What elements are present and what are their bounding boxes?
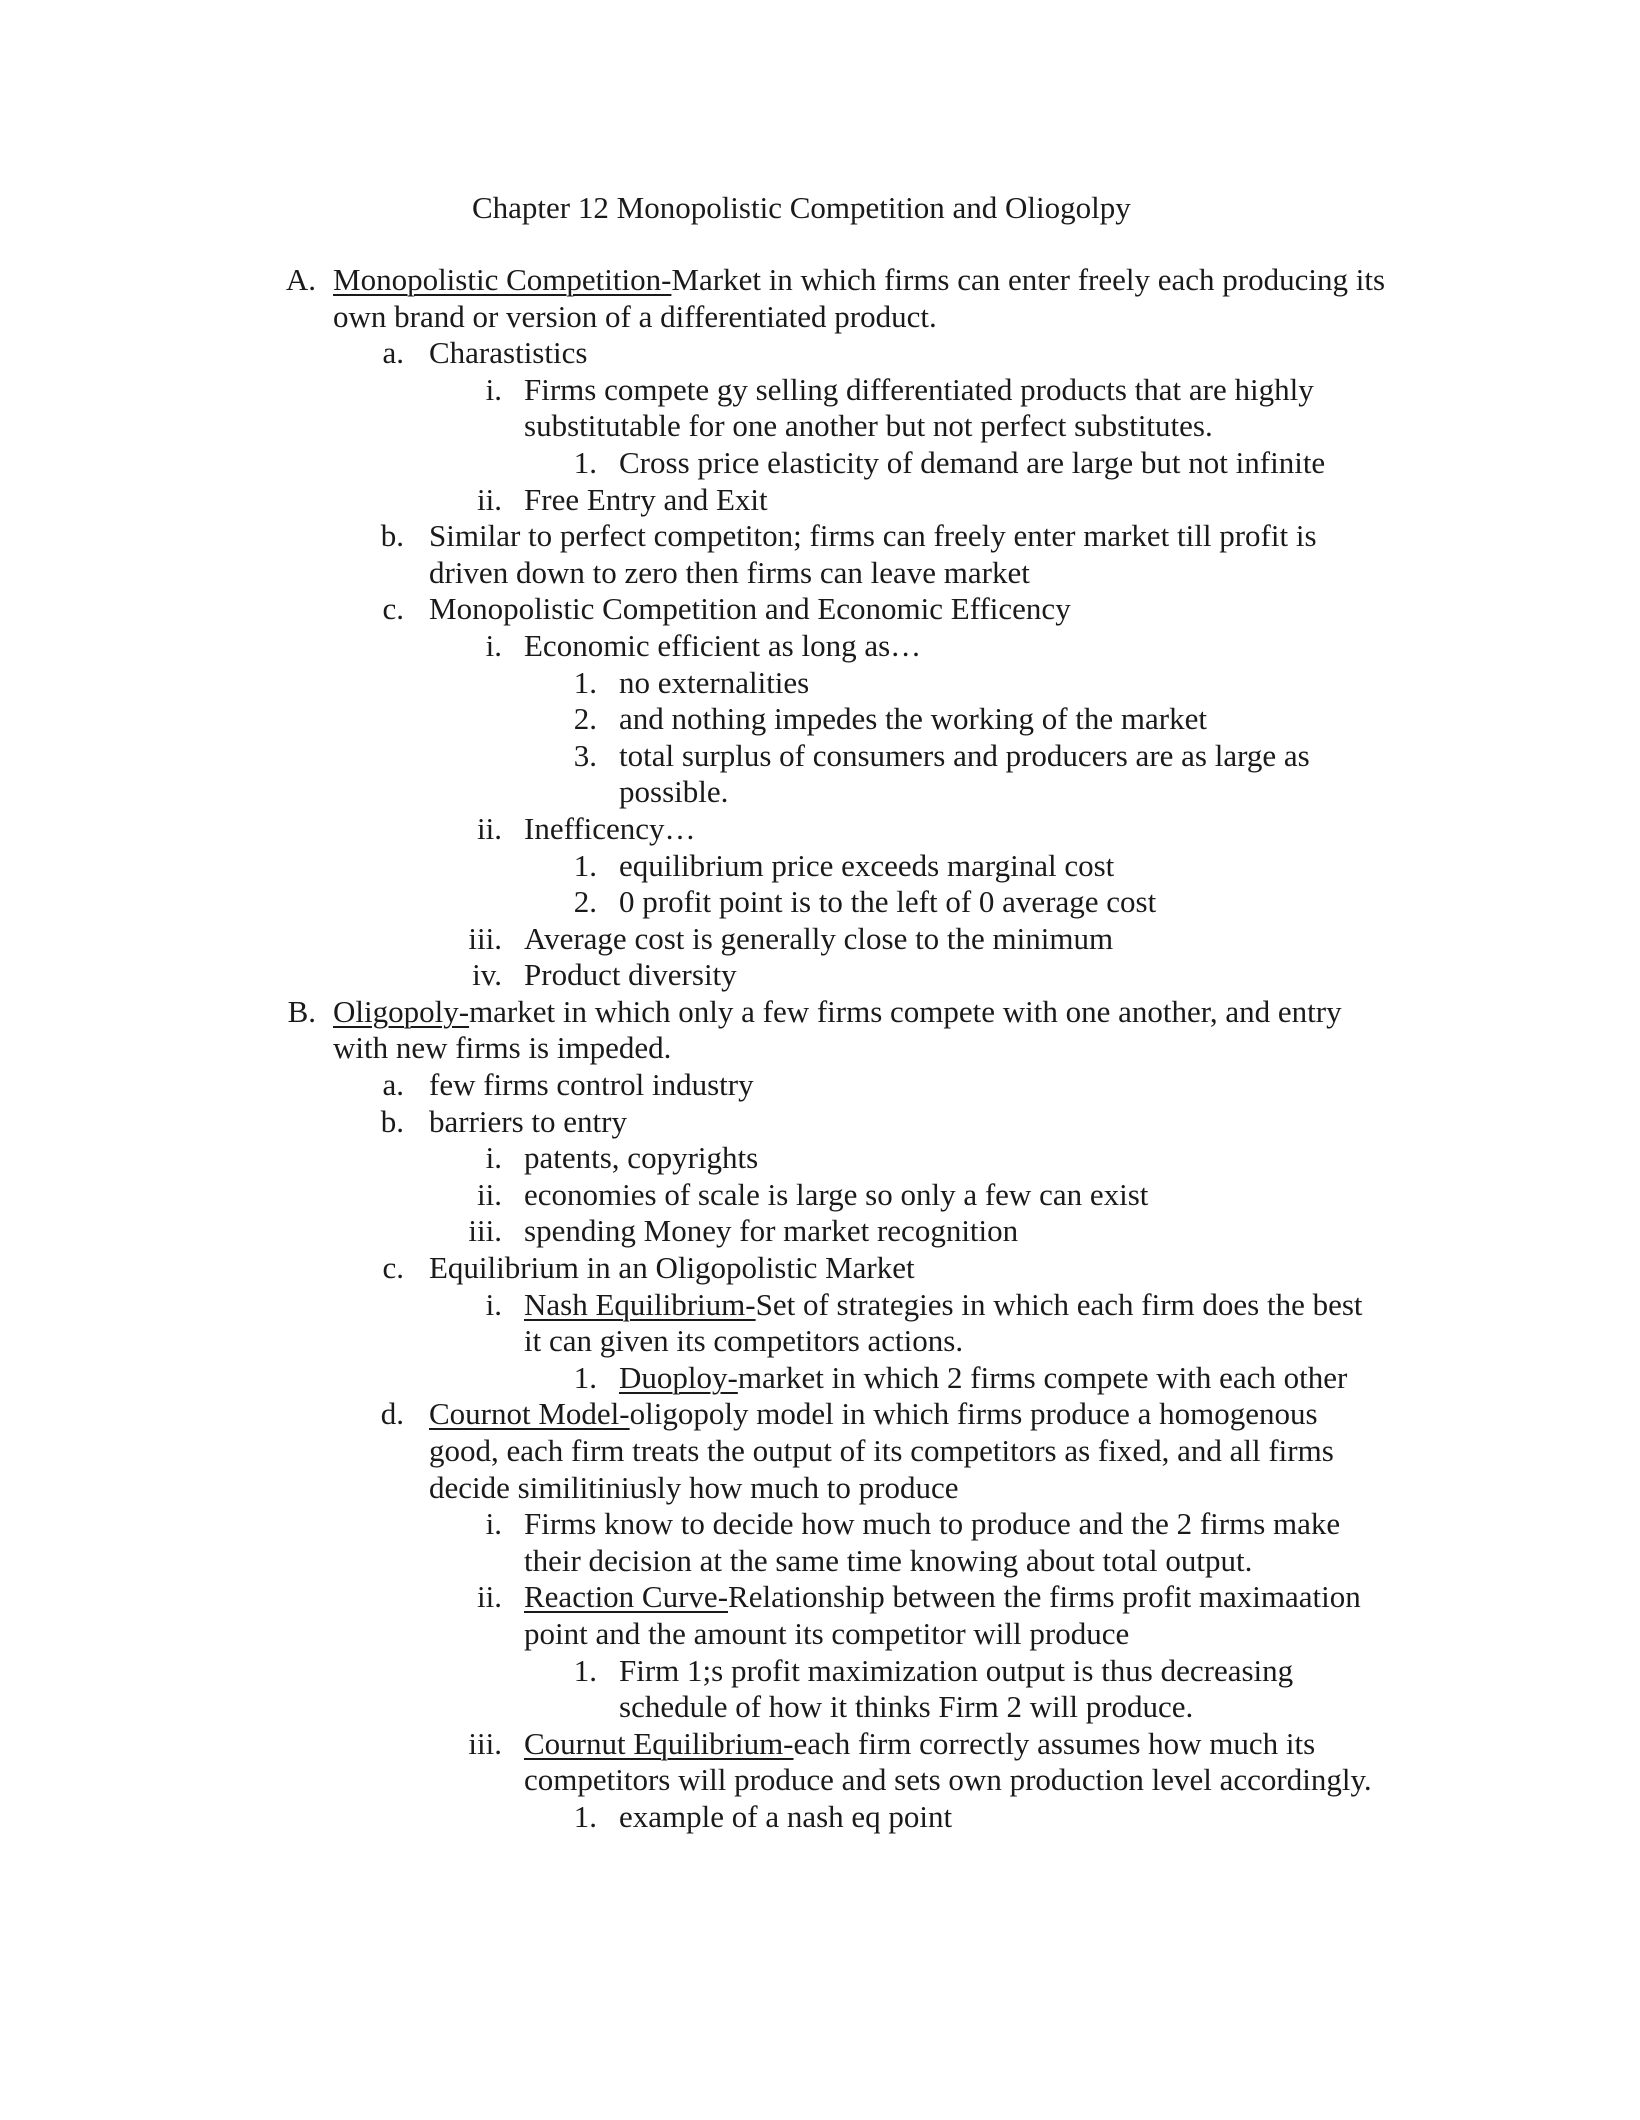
outline-marker: iii. [468, 1725, 502, 1761]
item-description: Economic efficient as long as… [524, 627, 922, 663]
item-description: Inefficency… [524, 810, 696, 846]
item-description: Average cost is generally close to the minimum [524, 920, 1114, 956]
outline-marker: 1. [573, 1798, 597, 1834]
outline-list [0, 262, 1640, 1836]
item-description: market in which 2 firms compete with each other [737, 1359, 1348, 1395]
outline-text [524, 921, 1384, 958]
outline-item [0, 1396, 1640, 1506]
outline-text [619, 1653, 1399, 1726]
defined-term: Duoploy- [619, 1359, 738, 1395]
outline-text [619, 1799, 1399, 1836]
item-description: patents, copyrights [524, 1140, 759, 1176]
outline-marker: ii. [477, 1579, 502, 1615]
outline-marker: i. [485, 371, 502, 407]
outline-text [524, 811, 1384, 848]
outline-item [0, 701, 1640, 738]
outline-item [0, 1506, 1640, 1579]
item-description: Similar to perfect competiton; firms can freely enter market till profit is driven down to zero then firms can leave market [429, 518, 1317, 590]
outline-item [0, 372, 1640, 445]
outline-marker: c. [382, 1250, 404, 1286]
outline-marker: 3. [573, 737, 597, 773]
outline-item [0, 1140, 1640, 1177]
item-description: equilibrium price exceeds marginal cost [619, 847, 1115, 883]
outline-marker: iii. [468, 1213, 502, 1249]
outline-text [524, 1177, 1384, 1214]
defined-term: Cournut Equilibrium- [524, 1725, 794, 1761]
outline-text [524, 372, 1384, 445]
item-description: Set of strategies in which each firm does the best it can given its competitors actions. [524, 1286, 1363, 1359]
outline-text [524, 957, 1384, 994]
outline-marker: a. [382, 335, 404, 371]
outline-item [0, 1726, 1640, 1799]
outline-item [0, 1177, 1640, 1214]
outline-text [524, 628, 1384, 665]
outline-marker: 1. [573, 664, 597, 700]
outline-marker: iii. [468, 920, 502, 956]
outline-item [0, 994, 1640, 1067]
item-description: market in which only a few firms compete with one another, and entry with new firms is impeded. [333, 993, 1342, 1066]
outline-text [333, 994, 1393, 1067]
defined-term: Monopolistic Competition- [333, 262, 672, 297]
outline-text [333, 262, 1393, 335]
outline-marker: i. [485, 1140, 502, 1176]
outline-marker: i. [485, 1286, 502, 1322]
outline-item [0, 1653, 1640, 1726]
outline-item [0, 921, 1640, 958]
outline-item [0, 957, 1640, 994]
outline-text [429, 1250, 1389, 1287]
outline-item [0, 848, 1640, 885]
outline-text [429, 518, 1389, 591]
item-description: Relationship between the firms profit maximaation point and the amount its competitor will produce [524, 1579, 1361, 1651]
item-description: each firm correctly assumes how much its competitors will produce and sets own production level accordingly. [524, 1725, 1372, 1798]
outline-text [429, 1104, 1389, 1141]
outline-text [524, 1726, 1384, 1799]
item-description: spending Money for market recognition [524, 1213, 1019, 1249]
outline-text [524, 482, 1384, 519]
outline-text [429, 1067, 1389, 1104]
item-description: total surplus of consumers and producers are as large as possible. [619, 737, 1310, 810]
outline-item [0, 738, 1640, 811]
item-description: Equilibrium in an Oligopolistic Market [429, 1250, 915, 1286]
outline-item [0, 1579, 1640, 1652]
outline-text [429, 591, 1389, 628]
outline-marker: iv. [472, 957, 502, 993]
item-description: Firms compete gy selling differentiated products that are highly substitutable for one another but not perfect substitutes. [524, 371, 1314, 444]
item-description: Firm 1;s profit maximization output is thus decreasing schedule of how it thinks Firm 2 will produce. [619, 1652, 1294, 1725]
outline-text [619, 701, 1399, 738]
item-description: Market in which firms can enter freely each producing its own brand or version of a differentiated product. [333, 262, 1386, 334]
outline-marker: 2. [573, 701, 597, 737]
defined-term: Reaction Curve- [524, 1579, 729, 1615]
outline-marker: A. [285, 262, 316, 297]
outline-marker: 1. [573, 1652, 597, 1688]
outline-item [0, 1799, 1640, 1836]
outline-marker: i. [485, 1506, 502, 1542]
item-description: Charastistics [429, 335, 588, 371]
outline-text [524, 1213, 1384, 1250]
item-description: Firms know to decide how much to produce and the 2 firms make their decision at the same time knowing about total output. [524, 1506, 1341, 1578]
outline-marker: ii. [477, 1176, 502, 1212]
item-description: Free Entry and Exit [524, 481, 768, 517]
item-description: few firms control industry [429, 1067, 754, 1103]
outline-item [0, 518, 1640, 591]
defined-term: Cournot Model- [429, 1396, 630, 1432]
outline-text [619, 1360, 1399, 1397]
outline-text [619, 884, 1399, 921]
outline-item [0, 445, 1640, 482]
item-description: Product diversity [524, 957, 737, 993]
outline-text [524, 1579, 1384, 1652]
outline-marker: ii. [477, 810, 502, 846]
defined-term: Oligopoly- [333, 993, 470, 1029]
outline-marker: 1. [573, 847, 597, 883]
item-description: no externalities [619, 664, 810, 700]
item-description: example of a nash eq point [619, 1798, 953, 1834]
outline-item [0, 1287, 1640, 1360]
item-description: 0 profit point is to the left of 0 average cost [619, 884, 1157, 920]
item-description: economies of scale is large so only a few can exist [524, 1176, 1149, 1212]
item-description: oligopoly model in which firms produce a homogenous good, each firm treats the output of its competitors as fixed, and all firms decide similitiniusly how much to produce [429, 1396, 1334, 1505]
outline-item [0, 665, 1640, 702]
outline-marker: a. [382, 1067, 404, 1103]
outline-item [0, 1213, 1640, 1250]
outline-text [429, 335, 1389, 372]
outline-marker: b. [380, 518, 404, 554]
outline-marker: c. [382, 591, 404, 627]
item-description: and nothing impedes the working of the market [619, 701, 1208, 737]
outline-item [0, 591, 1640, 628]
outline-text [524, 1506, 1384, 1579]
item-description: Monopolistic Competition and Economic Efficency [429, 591, 1071, 627]
outline-marker: 1. [573, 444, 597, 480]
page-title: Chapter 12 Monopolistic Competition and Oliogolpy [472, 190, 1131, 225]
outline-text [429, 1396, 1389, 1506]
outline-marker: 1. [573, 1359, 597, 1395]
outline-item [0, 1067, 1640, 1104]
outline-item [0, 482, 1640, 519]
outline-text [619, 445, 1399, 482]
outline-text [524, 1140, 1384, 1177]
outline-marker: b. [380, 1103, 404, 1139]
outline-text [524, 1287, 1384, 1360]
outline-text [619, 738, 1399, 811]
item-description: Cross price elasticity of demand are large but not infinite [619, 444, 1326, 480]
outline-item [0, 811, 1640, 848]
outline-marker: B. [287, 993, 316, 1029]
defined-term: Nash Equilibrium- [524, 1286, 756, 1322]
outline-item [0, 1104, 1640, 1141]
outline-item [0, 335, 1640, 372]
outline-item [0, 1250, 1640, 1287]
outline-marker: d. [380, 1396, 404, 1432]
outline-text [619, 848, 1399, 885]
outline-item [0, 262, 1640, 335]
outline-item [0, 884, 1640, 921]
item-description: barriers to entry [429, 1103, 627, 1139]
outline-item [0, 1360, 1640, 1397]
outline-marker: i. [485, 627, 502, 663]
outline-marker: ii. [477, 481, 502, 517]
outline-text [619, 665, 1399, 702]
outline-marker: 2. [573, 884, 597, 920]
outline-item [0, 628, 1640, 665]
